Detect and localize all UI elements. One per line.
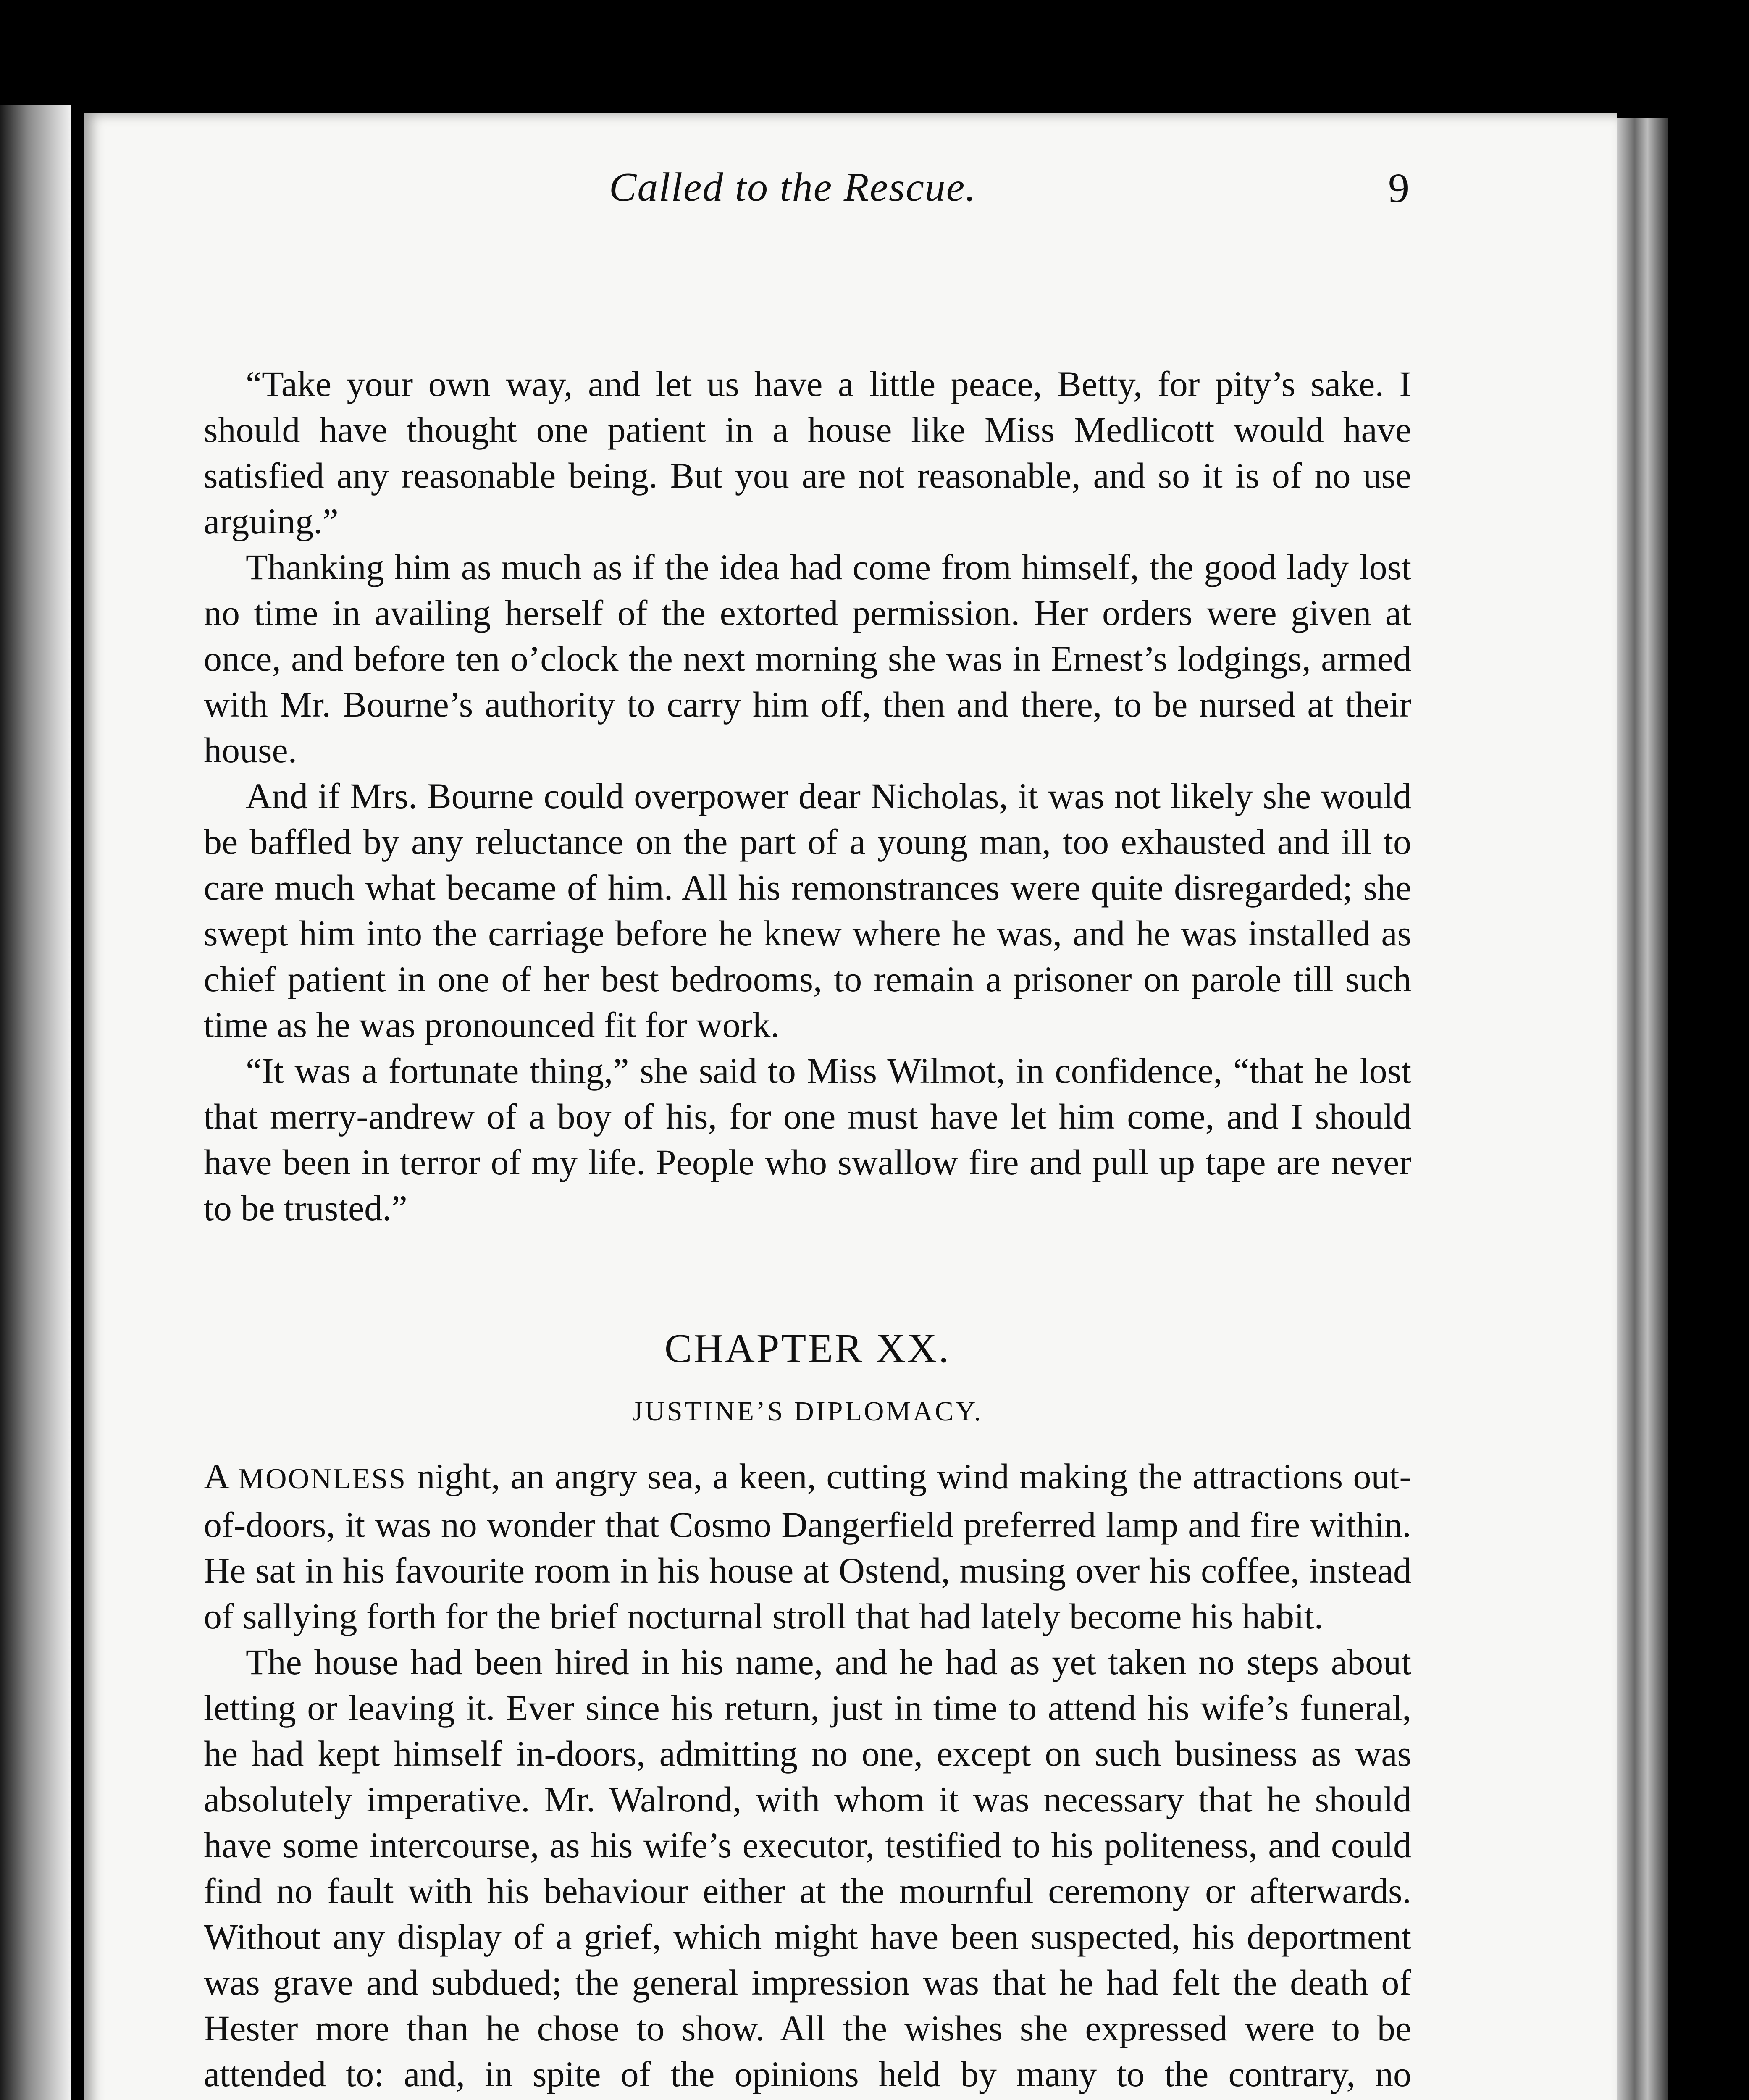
opening-rest: night, an angry sea, a keen, cutting wind making the attractions out-of-doors, it was no wonder that Cosmo Dangerfield preferred lamp and fire within. He sat in his favourite room in his house at Ostend, musing over his coffee, instead of sallying forth for the brief nocturnal stroll that had lately become his habit. — [204, 1456, 1411, 1636]
opening-smallcaps: MOONLESS — [238, 1463, 407, 1495]
page-text — [204, 361, 1411, 2100]
page-number: 9 — [1388, 165, 1409, 211]
chapter-opening-paragraph — [204, 1454, 1411, 1639]
running-head — [84, 155, 1617, 223]
chapter-title: CHAPTER XX. — [664, 1326, 951, 1371]
opening-initial: A — [204, 1456, 228, 1496]
running-title: Called to the Rescue. — [609, 165, 977, 210]
paragraph: “Take your own way, and let us have a little peace, Betty, for pity’s sake. I should have thought one patient in a house like Miss Medlicott would have satisfied any reasonable being. But you are not reasonable, and so it is of no use arguing.” — [204, 364, 1411, 541]
paragraph: “It was a fortunate thing,” she said to Miss Wilmot, in confidence, “that he lost that merry-andrew of a boy of his, for one must have let him come, and I should have been in terror of my life. People who swallow fire and pull up tape are never to be trusted.” — [204, 1050, 1411, 1228]
left-page-edge — [0, 105, 71, 2100]
paragraph: Thanking him as much as if the idea had come from himself, the good lady lost no time in availing herself of the extorted permission. Her orders were given at once, and before ten o’clock the next morning she was in Ernest’s lodgings, armed with Mr. Bourne’s authority to carry him off, then and there, to be nursed at their house. — [204, 547, 1411, 770]
chapter-subtitle: JUSTINE’S DIPLOMACY. — [632, 1396, 983, 1427]
paragraph: The house had been hired in his name, and he had as yet taken no steps about letting or leaving it. Ever since his return, just in time to attend his wife’s funeral, he had kept himself in-doors, admitting no one, except on such business as was absolutely imperative. Mr. Walrond, with whom it was necessary that he should have some intercourse, as his wife’s executor, testified to his politeness, and could find no fault with his behaviour either at the mournful ceremony or afterwards. Without any display of a grief, which might have been suspected, his deportment was grave and subdued; the general impression was that he had felt the death of Hester more than he chose to show. All the wishes she expressed were to be attended to: and, in spite of the opinions held by many to the contrary, no — [204, 1642, 1411, 2094]
paragraph: And if Mrs. Bourne could overpower dear Nicholas, it was not likely she would be baffled by any reluctance on the part of a young man, too exhausted and ill to care much what became of him. All his remonstrances were quite disregarded; she swept him into the carriage before he knew where he was, and he was installed as chief patient in one of her best bedrooms, to remain a prisoner on parole till such time as he was pronounced fit for work. — [204, 776, 1411, 1045]
right-page-edge — [1617, 118, 1668, 2100]
